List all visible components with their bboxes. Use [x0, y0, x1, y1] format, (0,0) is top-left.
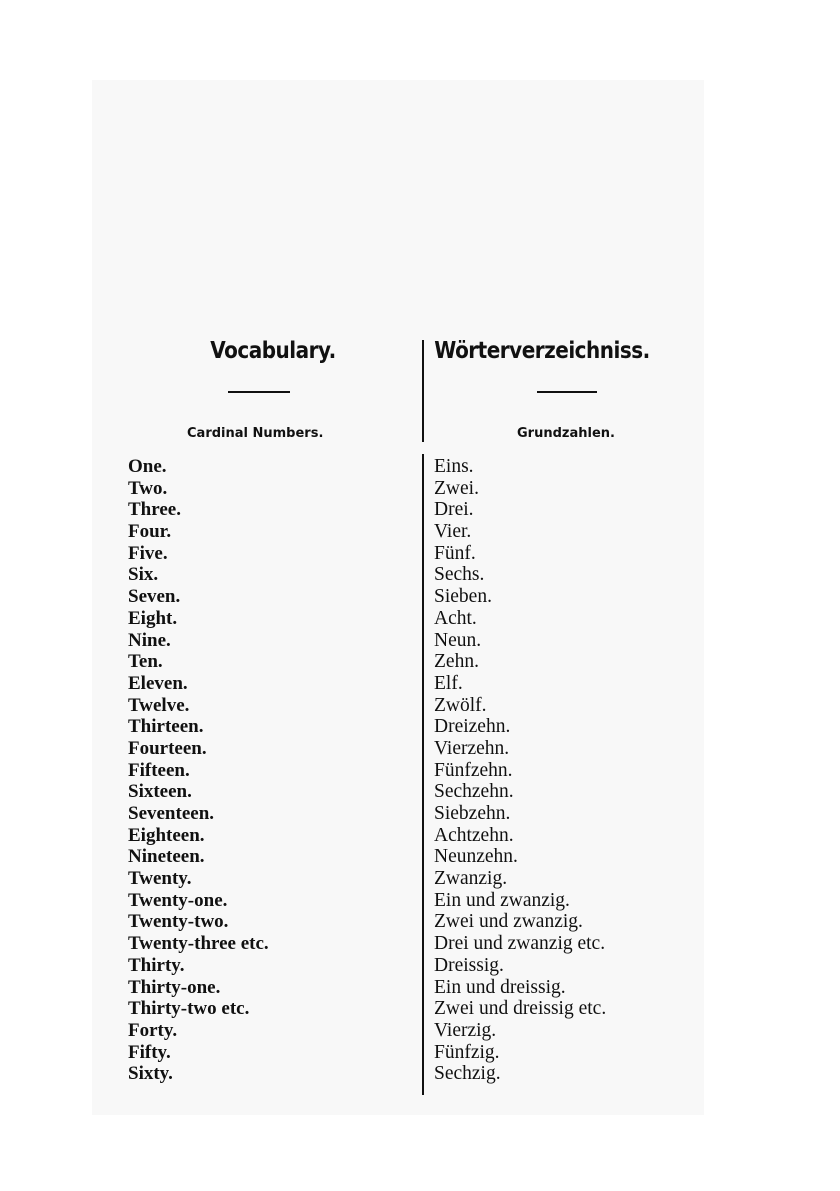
- list-item: Eight.: [128, 607, 178, 629]
- list-item: Fünfzig.: [434, 1041, 500, 1063]
- list-item: Dreizehn.: [434, 716, 511, 738]
- divider-gap: [420, 442, 426, 454]
- list-item: Seven.: [128, 586, 181, 608]
- list-item: Sieben.: [434, 586, 492, 608]
- list-item: Nine.: [128, 629, 171, 651]
- list-item: Vierzig.: [434, 1019, 497, 1041]
- list-item: Thirteen.: [128, 716, 204, 738]
- list-item: Fifteen.: [128, 759, 190, 781]
- list-item: Zehn.: [434, 651, 479, 673]
- list-item: Achtzehn.: [434, 824, 514, 846]
- left-title: Vocabulary.: [210, 336, 336, 364]
- list-item: Eins.: [434, 456, 474, 477]
- list-item: Acht.: [434, 607, 477, 629]
- list-item: Forty.: [128, 1019, 178, 1041]
- list-item: Siebzehn.: [434, 803, 511, 824]
- list-item: Thirty-two etc.: [128, 998, 250, 1020]
- english-number-list: [128, 456, 269, 1085]
- left-column: [110, 334, 420, 1085]
- list-item: Sixteen.: [128, 781, 192, 803]
- right-column: [432, 334, 722, 1085]
- list-item: Zwölf.: [434, 694, 487, 716]
- list-item: Twenty.: [128, 868, 192, 890]
- list-item: Ein und zwanzig.: [434, 889, 570, 911]
- list-item: Six.: [128, 564, 159, 586]
- list-item: Fünfzehn.: [434, 759, 513, 781]
- german-number-list: [434, 456, 606, 1085]
- list-item: Sechzehn.: [434, 781, 514, 803]
- right-title-rule: [537, 391, 597, 393]
- list-item: Fünf.: [434, 542, 476, 564]
- list-item: Sechs.: [434, 564, 485, 586]
- right-subtitle: Grundzahlen.: [517, 426, 615, 441]
- list-item: Elf.: [434, 672, 463, 694]
- list-item: Twenty-two.: [128, 911, 229, 933]
- list-item: Vierzehn.: [434, 737, 510, 759]
- list-item: Three.: [128, 499, 181, 521]
- list-item: Eleven.: [128, 672, 188, 694]
- list-item: Twenty-one.: [128, 889, 228, 911]
- list-item: Neun.: [434, 629, 482, 651]
- list-item: Nineteen.: [128, 846, 205, 868]
- list-item: Drei.: [434, 499, 474, 521]
- list-item: Zwei.: [434, 477, 479, 499]
- list-item: Twenty-three etc.: [128, 933, 269, 955]
- list-item: Dreissig.: [434, 954, 504, 976]
- list-item: Zwei und zwanzig.: [434, 911, 583, 933]
- list-item: Sechzig.: [434, 1063, 501, 1085]
- list-item: Ein und dreissig.: [434, 976, 566, 998]
- list-item: Ten.: [128, 651, 163, 673]
- list-item: Thirty-one.: [128, 976, 221, 998]
- list-item: Five.: [128, 542, 168, 564]
- list-item: Two.: [128, 477, 168, 499]
- list-item: Fifty.: [128, 1041, 171, 1063]
- left-subtitle: Cardinal Numbers.: [187, 426, 324, 441]
- list-item: Eighteen.: [128, 824, 205, 846]
- list-item: Drei und zwanzig etc.: [434, 933, 606, 955]
- right-title: Wörterverzeichniss.: [434, 336, 650, 364]
- list-item: Four.: [128, 521, 172, 543]
- list-item: Fourteen.: [128, 737, 207, 759]
- left-title-rule: [228, 391, 290, 393]
- list-item: Vier.: [434, 521, 472, 543]
- list-item: Seventeen.: [128, 803, 215, 824]
- list-item: One.: [128, 456, 167, 477]
- list-item: Neunzehn.: [434, 846, 518, 868]
- list-item: Sixty.: [128, 1063, 173, 1085]
- list-item: Twelve.: [128, 694, 190, 716]
- list-item: Thirty.: [128, 954, 185, 976]
- list-item: Zwei und dreissig etc.: [434, 998, 607, 1020]
- list-item: Zwanzig.: [434, 868, 508, 890]
